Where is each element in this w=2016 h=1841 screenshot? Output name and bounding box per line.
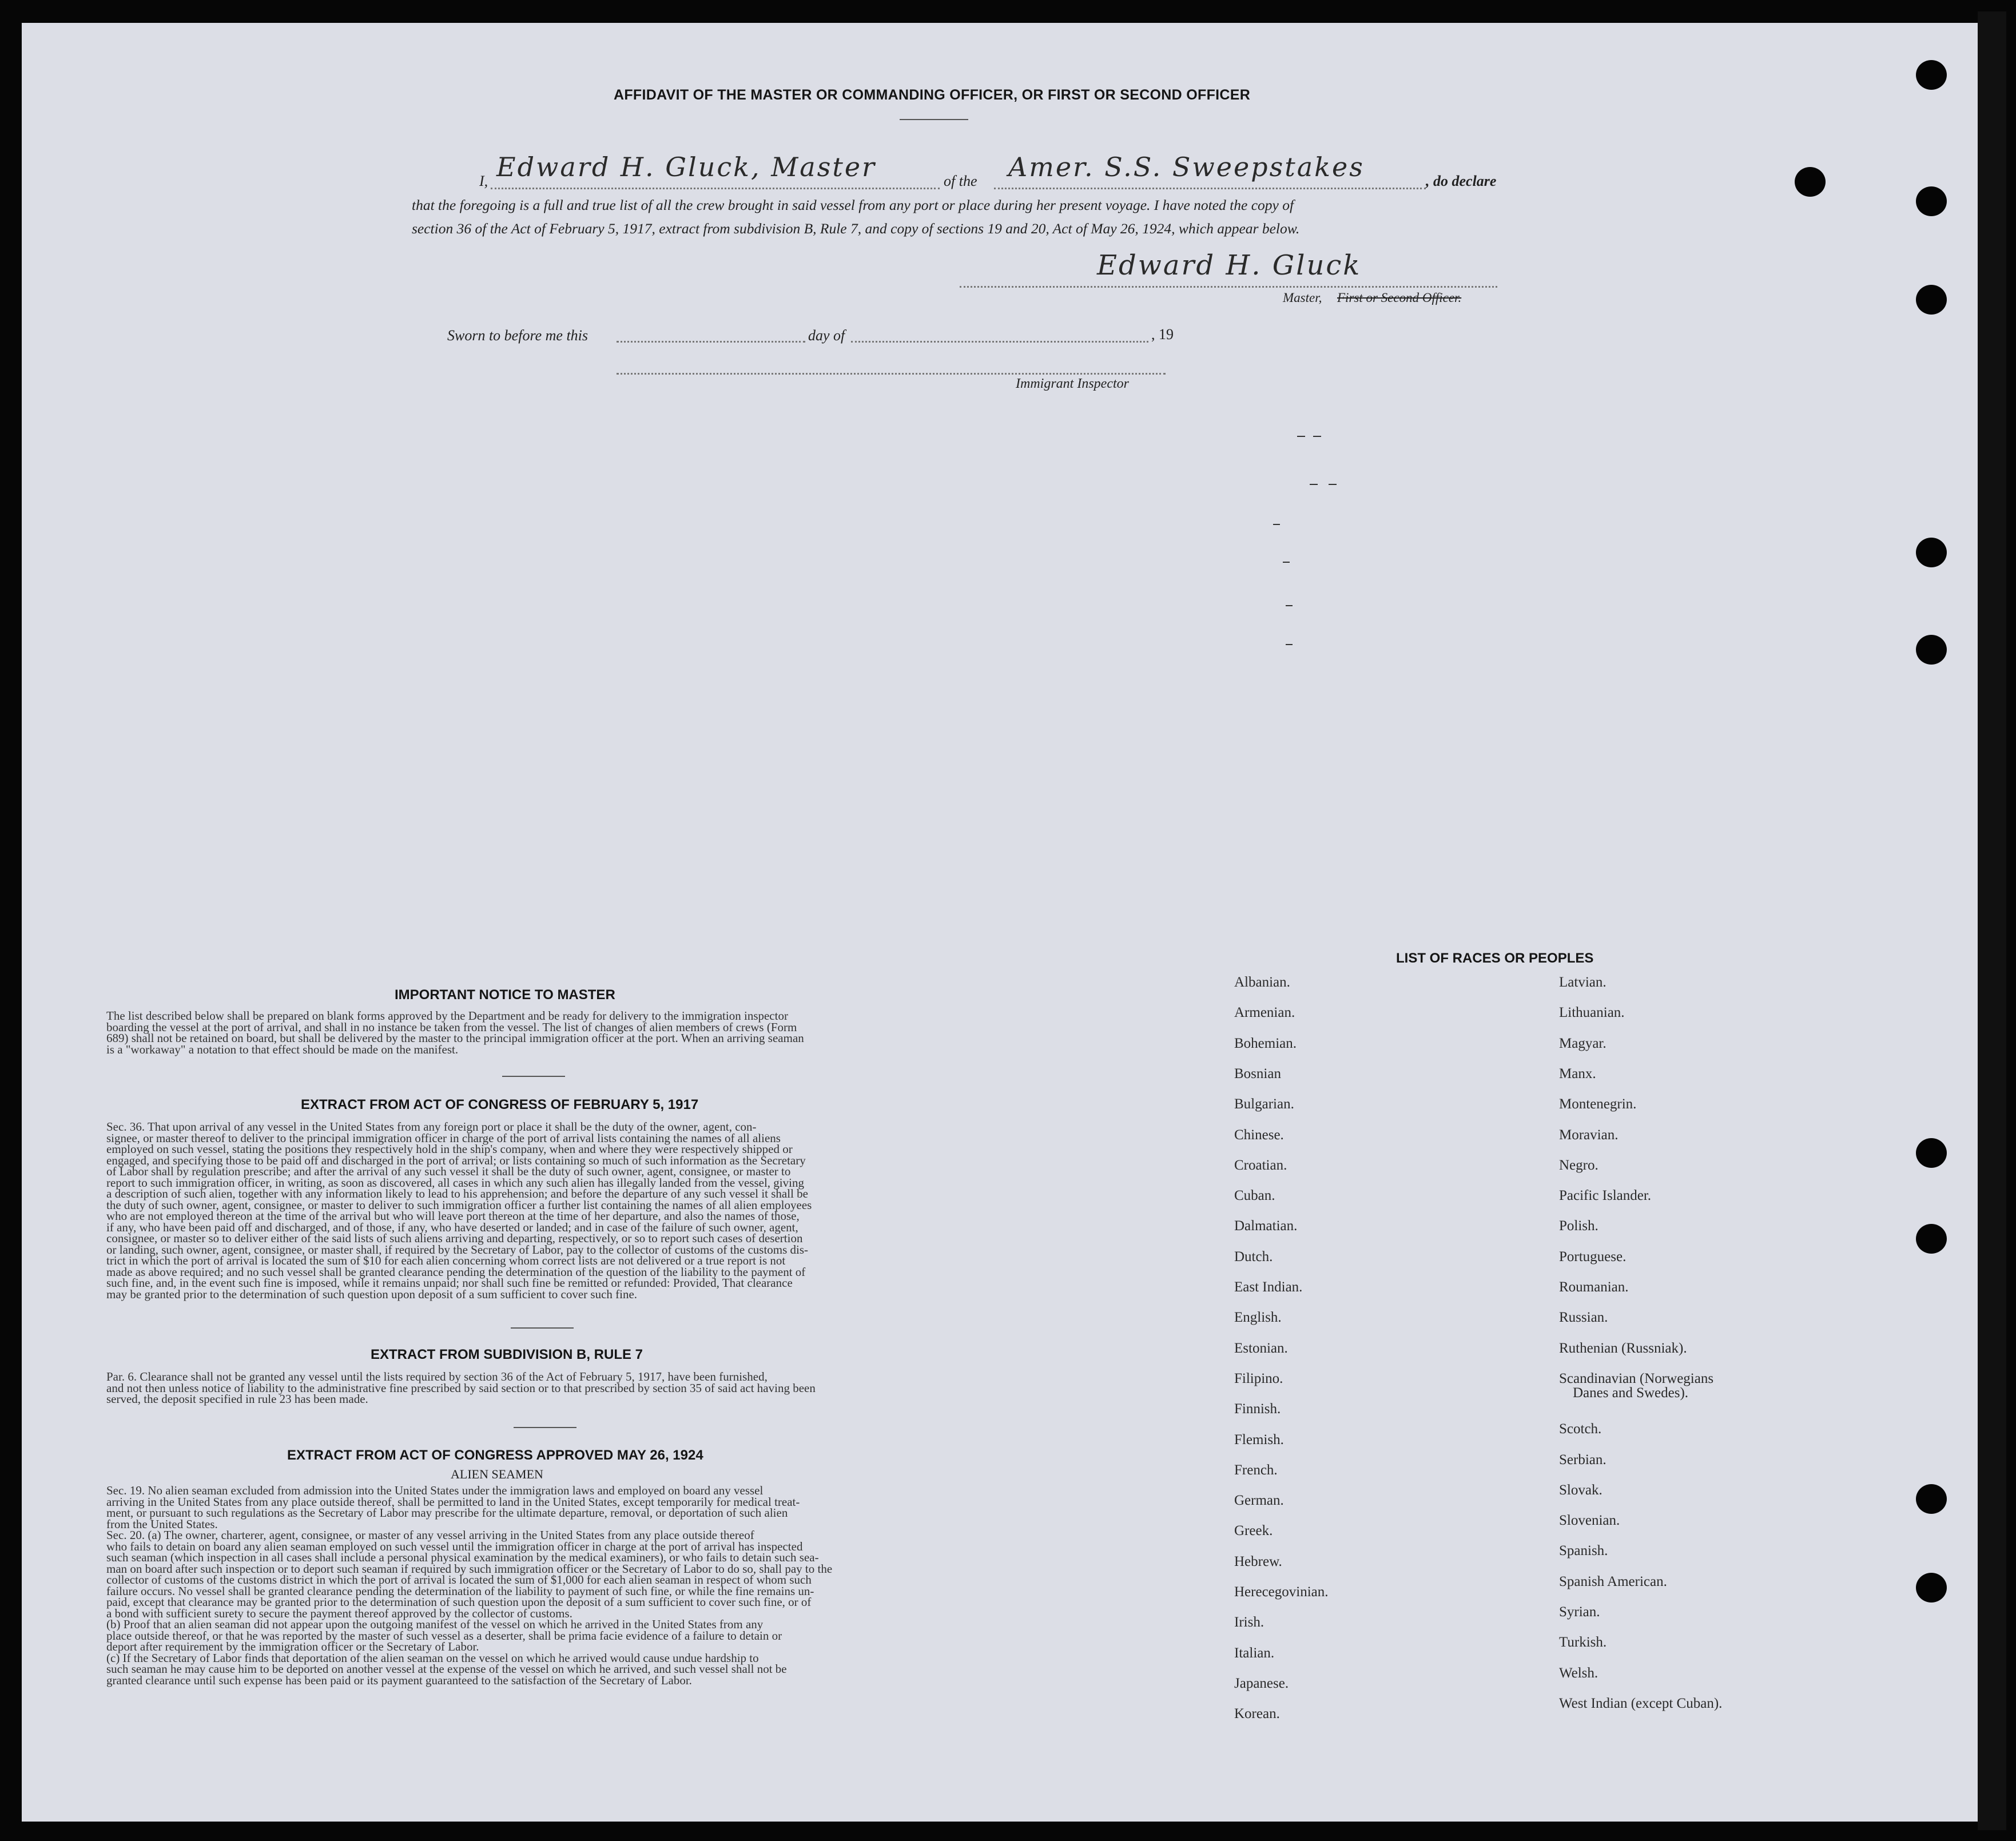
punch-hole [1916,1573,1947,1603]
section-divider [511,1327,574,1329]
extract-line: trict in which the port of arrival is located the sum of $10 for each alien concerning whom correct lists are not delivered or a true report is not [106,1254,786,1267]
extract-line: place outside thereof, or that he was reported by the master of such vessel as a deserter, shall be prima facie evidence of a failure to detain or [106,1628,782,1643]
race-item: Roumanian. [1559,1279,1629,1295]
race-item: Manx. [1559,1065,1596,1081]
document-page [22,23,1978,1822]
sworn-label: Sworn to before me this [447,327,589,344]
sworn-day-line [617,335,805,343]
notice-line: 689) shall not be retained on board, but shall be delivered by the master to the principal immigration officer at the port. When an arriving seaman [106,1031,804,1045]
section-divider [514,1427,576,1428]
race-item: Ruthenian (Russniak). [1559,1340,1687,1356]
extract-1924-body [106,1485,970,1686]
stray-mark [1329,484,1337,485]
race-item: East Indian. [1234,1279,1303,1295]
notice-title: IMPORTANT NOTICE TO MASTER [395,987,615,1003]
race-item: Montenegrin. [1559,1096,1637,1112]
struck-officer-label: First or Second Officer. [1337,291,1462,305]
extract-line: (b) Proof that an alien seaman did not appear upon the outgoing manifest of the vessel on which he arrived in the United States from any [106,1617,764,1631]
race-item: Italian. [1234,1645,1275,1661]
extract-line: consignee, or master so to deliver either of the said lists of such aliens arriving and departing, respectively, or so to report such cases of desertion [106,1231,803,1245]
extract-line: Sec. 19. No alien seaman excluded from admission into the United States under the immigration laws and employed on board any vessel [106,1484,764,1497]
race-item: Flemish. [1234,1432,1284,1448]
extract-line: failure occurs. No vessel shall be granted clearance pending the determination of the liability to payment of such fine, or while the fine remains un- [106,1584,814,1598]
race-item: Scotch. [1559,1421,1602,1437]
extract-line: a bond with sufficient surety to secure the payment thereof approved by the collector of customs. [106,1606,572,1620]
punch-hole [1916,60,1947,90]
race-item: Albanian. [1234,975,1290,990]
punch-hole [1916,186,1947,216]
extract-line: man on board after such inspection or to deport such seaman if required by such immigration officer or the Secretary of Labor to do so, shall pay to the [106,1561,833,1576]
race-item: West Indian (except Cuban). [1559,1695,1723,1711]
extract-line: report to such immigration officer, in writing, as soon as discovered, all cases in which any such alien has illegally landed from the vessel, giving [106,1175,804,1190]
title-divider [900,119,968,120]
race-item: Portuguese. [1559,1248,1627,1265]
punch-hole [1916,285,1947,315]
affidavit-intro: I, [479,173,488,189]
race-item: Magyar. [1559,1035,1607,1051]
extract-line: paid, except that clearance may be granted prior to the determination of such question upon the deposit of a sum sufficient to cover such fine, or of [106,1595,812,1609]
extract-line: granted clearance until such expense has been paid or its payment guaranteed to the satisfaction of the Secretary of Labor. [106,1673,692,1687]
races-title: LIST OF RACES OR PEOPLES [1396,951,1594,966]
notice-body [106,1011,970,1055]
race-item: Spanish. [1559,1543,1608,1559]
day-of-label: day of [808,327,845,344]
race-item: Danes and Swedes). [1573,1385,1689,1401]
extract-1917-body [106,1122,970,1300]
rule7-line: Par. 6. Clearance shall not be granted any vessel until the lists required by section 36 of the Act of February 5, 1917, have been furnished, [106,1370,768,1383]
extract-line: from the United States. [106,1517,218,1531]
rule7-line: and not then unless notice of liability to the administrative fine prescribed by said section or to that prescribed by section 35 of said act having been [106,1381,816,1395]
extract-line: such fine, and, in the event such fine is imposed, while it remains unpaid; nor shall such fine be remitted or refunded: Provided, That clearance [106,1276,793,1290]
extract-line: if any, who have been paid off and discharged, and of those, if any, who have deserted or landed; and in case of the failure of such owner, agent, [106,1220,798,1234]
race-item: Finnish. [1234,1401,1281,1417]
race-item: Herecegovinian. [1234,1584,1329,1600]
race-item: Bohemian. [1234,1035,1297,1051]
race-item: Welsh. [1559,1665,1599,1681]
race-item: Greek. [1234,1523,1273,1539]
extract-line: arriving in the United States from any place outside thereof, shall be permitted to land in the United States, except temporarily for medical treat- [106,1494,800,1509]
notice-line: boarding the vessel at the port of arrival, and shall in no instance be taken from the vessel. The list of changes of alien members of crews (Form [106,1020,797,1034]
extract-line: a description of such alien, together with any information likely to lead to his apprehension; and before the departure of any such vessel it shall be [106,1187,808,1200]
sworn-month-line [851,335,1148,343]
affidavit-line-2: that the foregoing is a full and true list of all the crew brought in said vessel from any port or place during her present voyage. I have noted the copy of [412,197,1294,213]
race-item: Moravian. [1559,1127,1619,1143]
extract-line: Sec. 20. (a) The owner, charterer, agent, consignee, or master of any vessel arriving in the United States from any place outside thereof [106,1528,754,1542]
race-item: Negro. [1559,1157,1599,1173]
stray-mark [1313,436,1321,437]
extract-line: made as above required; and no such vessel shall be granted clearance pending the determination of the question of the liability to the payment of [106,1265,806,1279]
extract-1924-title: EXTRACT FROM ACT OF CONGRESS APPROVED MAY 26, 1924 [287,1448,703,1463]
race-item: Syrian. [1559,1604,1600,1620]
race-item: Slovenian. [1559,1513,1620,1529]
race-item: Polish. [1559,1218,1599,1234]
extract-line: Sec. 36. That upon arrival of any vessel in the United States from any foreign port or place it shall be the duty of the owner, agent, con- [106,1120,757,1134]
race-item: Slovak. [1559,1482,1603,1498]
race-item: Korean. [1234,1706,1280,1722]
stray-mark [1273,524,1280,525]
race-item: Cuban. [1234,1188,1275,1204]
extract-line: engaged, and specifying those to be paid off and discharged in the port of arrival; or lists containing so much of such information as the Secretary [106,1153,806,1167]
rule7-body [106,1371,970,1405]
name-handwritten: Edward H. Gluck, Master [496,152,877,182]
race-item: Chinese. [1234,1127,1284,1143]
race-item: English. [1234,1310,1282,1326]
race-item: Bulgarian. [1234,1096,1294,1112]
race-item: Dalmatian. [1234,1218,1298,1234]
inspector-label: Immigrant Inspector [1016,376,1129,391]
alien-seamen-subtitle: ALIEN SEAMEN [451,1467,543,1481]
race-item: Hebrew. [1234,1553,1282,1569]
extract-line: ment, or pursuant to such regulations as the Secretary of Labor may prescribe for the ultimate departure, removal, or deportation of such alien [106,1506,788,1520]
extract-line: who fails to detain on board any alien seaman employed on such vessel until the immigration officer in charge at the port of arrival has inspected [106,1539,803,1553]
race-item: Lithuanian. [1559,1005,1625,1021]
race-item: Serbian. [1559,1452,1607,1468]
race-item: Bosnian [1234,1065,1281,1081]
section-divider [502,1076,565,1077]
extract-1917-title: EXTRACT FROM ACT OF CONGRESS OF FEBRUARY 5, 1917 [301,1097,699,1112]
race-item: German. [1234,1493,1284,1509]
race-item: Estonian. [1234,1340,1288,1356]
race-item: Dutch. [1234,1248,1273,1265]
punch-hole [1916,635,1947,665]
extract-line: such seaman he may cause him to be deported on another vessel at the expense of the vessel on which he arrived, and such vessel shall not be [106,1662,787,1676]
stray-mark [1283,562,1290,563]
extract-line: may be granted prior to the determination of such question upon deposit of a sum sufficient to cover such fine. [106,1287,638,1301]
do-declare-label: , do declare [1426,173,1497,189]
affidavit-title: AFFIDAVIT OF THE MASTER OR COMMANDING OFFICER, OR FIRST OR SECOND OFFICER [614,87,1251,103]
punch-hole [1916,1138,1947,1168]
stray-mark [1286,605,1293,606]
master-signature: Edward H. Gluck [1097,249,1362,281]
extract-line: the duty of such owner, agent, consignee, or master to deliver to such immigration officer a further list containing the names of all alien employees [106,1198,812,1212]
race-item: Latvian. [1559,975,1607,990]
extract-line: deport after requirement by the immigration officer or the Secretary of Labor. [106,1640,479,1653]
extract-line: such seaman (which inspection in all cases shall include a personal physical examination by the medical examiners), or who fails to detain such sea- [106,1550,819,1564]
race-item: French. [1234,1462,1278,1478]
stray-mark [1310,484,1318,485]
extract-line: who are not employed thereon at the time of the arrival but who will leave port thereon at the time of her departure, and also the names of those, [106,1209,800,1223]
notice-line: is a "workaway" a notation to that effect should be made on the manifest. [106,1042,459,1056]
punch-hole [1916,538,1947,567]
punch-hole [1916,1224,1947,1254]
rule7-line: served, the deposit specified in rule 23 has been made. [106,1392,368,1406]
race-item: Filipino. [1234,1370,1283,1386]
extract-line: of Labor shall by regulation prescribe; and after the arrival of any such vessel it shall be the duty of such owner, agent, consignee, or master to [106,1164,791,1178]
binding-edge [1978,11,2006,1830]
race-item: Japanese. [1234,1675,1289,1691]
race-item: Turkish. [1559,1635,1607,1651]
extract-line: (c) If the Secretary of Labor finds that deportation of the alien seaman on the vessel on which he arrived would cause undue hardship to [106,1651,759,1665]
master-label: Master, [1283,291,1322,305]
extract-line: signee, or master thereof to deliver to the principal immigration officer in charge of the port of arrival lists containing the names of all aliens [106,1131,781,1145]
race-item: Armenian. [1234,1005,1295,1021]
race-item: Scandinavian (Norwegians [1559,1370,1714,1386]
race-item: Croatian. [1234,1157,1287,1173]
extract-line: or landing, such owner, agent, consignee, or master shall, if required by the Secretary of Labor, pay to the collector of customs of the customs dis- [106,1242,809,1257]
race-item: Pacific Islander. [1559,1188,1652,1204]
affidavit-line-3: section 36 of the Act of February 5, 1917, extract from subdivision B, Rule 7, and copy of sections 19 and 20, Act of May 26, 1924, which appear below. [412,220,1300,237]
vessel-handwritten: Amer. S.S. Sweepstakes [1008,152,1365,182]
notice-line: The list described below shall be prepared on blank forms approved by the Department and be ready for delivery to the immigration inspector [106,1009,788,1023]
punch-hole [1795,167,1826,197]
punch-hole [1916,1484,1947,1514]
extract-line: employed on such vessel, stating the positions they respectively hold in the ship's company, when and where they were respectively shipped or [106,1142,793,1156]
inspector-line [617,367,1166,375]
race-item: Russian. [1559,1310,1608,1326]
extract-line: collector of customs of the customs district in which the port of arrival is located the sum of $1,000 for each alien seaman in respect of whom such [106,1573,812,1586]
race-item: Irish. [1234,1615,1265,1631]
year-prefix: , 19 [1151,326,1174,343]
of-the-label: of the [944,173,977,189]
stray-mark [1297,436,1305,437]
race-item: Spanish American. [1559,1573,1667,1589]
stray-mark [1286,644,1293,645]
rule7-title: EXTRACT FROM SUBDIVISION B, RULE 7 [371,1347,643,1362]
